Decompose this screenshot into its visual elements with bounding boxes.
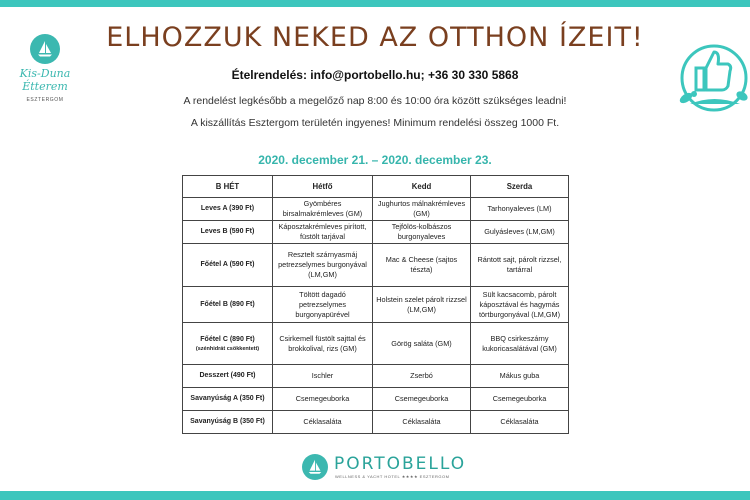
dish-cell-wed: Tarhonyaleves (LM) — [471, 198, 569, 221]
dish-cell-mon: Ischler — [273, 365, 373, 388]
row-label-cell — [183, 323, 273, 365]
row-label-cell — [183, 244, 273, 287]
row-label: Főétel A (590 Ft) — [200, 261, 255, 268]
dish-cell-wed: Sült kacsacomb, párolt káposztával és hagymás törtburgonyával (LM,GM) — [471, 287, 569, 323]
dish-cell-wed: BBQ csirkeszárny kukoricasalátával (GM) — [471, 323, 569, 365]
weekly-menu-table — [182, 175, 569, 434]
row-label-cell — [183, 411, 273, 434]
dish-cell-tue: Tejfölös-kolbászos burgonyaleves — [373, 221, 471, 244]
portobello-name: PORTOBELLO — [334, 454, 467, 474]
header-wednesday: Szerda — [471, 176, 569, 198]
row-label-cell — [183, 365, 273, 388]
table-row — [183, 198, 569, 221]
table-row — [183, 221, 569, 244]
table-row — [183, 411, 569, 434]
dish-cell-mon: Töltött dagadó petrezselymes burgonyapürével — [273, 287, 373, 323]
dish-cell-mon: Káposztakrémleves pirított, füstölt tarjával — [273, 221, 373, 244]
dish-cell-tue: Holstein szelet párolt rizzsel (LM,GM) — [373, 287, 471, 323]
dish-cell-tue: Csemegeuborka — [373, 388, 471, 411]
dish-cell-mon: Céklasaláta — [273, 411, 373, 434]
header-week: B HÉT — [183, 176, 273, 198]
header-monday: Hétfő — [273, 176, 373, 198]
dish-cell-wed: Rántott sajt, párolt rizzsel, tartárral — [471, 244, 569, 287]
row-label-cell — [183, 198, 273, 221]
contact-line: Ételrendelés: info@portobello.hu; +36 30 330 5868 — [231, 68, 519, 82]
kis-duna-logo — [14, 34, 76, 103]
table-row — [183, 244, 569, 287]
logo-line1: Kis-Duna — [19, 67, 71, 80]
date-range: 2020. december 21. – 2020. december 23. — [258, 153, 492, 167]
row-label: Leves B (590 Ft) — [200, 228, 255, 235]
dish-cell-wed: Gulyásleves (LM,GM) — [471, 221, 569, 244]
delivery-note: A kiszállítás Esztergom területén ingyenes! Minimum rendelési összeg 1000 Ft. — [190, 117, 560, 129]
logo-line2: Étterem — [22, 80, 68, 93]
bottom-accent-bar — [0, 491, 750, 500]
row-label-cell — [183, 221, 273, 244]
row-label-cell — [183, 388, 273, 411]
logo-sub: ESZTERGOM — [26, 97, 64, 103]
dish-cell-wed: Csemegeuborka — [471, 388, 569, 411]
row-label: Savanyúság A (350 Ft) — [190, 395, 265, 402]
order-deadline-note: A rendelést legkésőbb a megelőző nap 8:00 és 10:00 óra között szükséges leadni! — [183, 95, 567, 107]
row-label-cell — [183, 287, 273, 323]
dish-cell-mon: Resztelt szárnyasmáj petrezselymes burgonyával (LM,GM) — [273, 244, 373, 287]
dish-cell-tue: Céklasaláta — [373, 411, 471, 434]
sailboat-icon — [30, 34, 60, 64]
dish-cell-mon: Csirkemell füstölt sajttal és brokkolival, rizs (GM) — [273, 323, 373, 365]
row-label: Savanyúság B (350 Ft) — [190, 418, 265, 425]
header-tuesday: Kedd — [373, 176, 471, 198]
table-header-row — [183, 176, 569, 198]
dish-cell-tue: Görög saláta (GM) — [373, 323, 471, 365]
dish-cell-tue: Mac & Cheese (sajtos tészta) — [373, 244, 471, 287]
portobello-logo — [302, 452, 467, 484]
dish-cell-mon: Csemegeuborka — [273, 388, 373, 411]
row-label: Leves A (390 Ft) — [200, 205, 255, 212]
dish-cell-wed: Céklasaláta — [471, 411, 569, 434]
row-label: Főétel B (890 Ft) — [200, 300, 255, 308]
row-label: Desszert (490 Ft) — [199, 372, 256, 379]
table-row — [183, 388, 569, 411]
top-accent-bar — [0, 0, 750, 7]
thumbs-up-food-icon — [676, 38, 748, 118]
row-label: Főétel C (890 Ft) — [200, 335, 255, 343]
row-label-sub: (szénhidrát csökkentett) — [195, 345, 260, 352]
table-row — [183, 287, 569, 323]
dish-cell-wed: Mákus guba — [471, 365, 569, 388]
portobello-tagline: WELLNESS & YACHT HOTEL ★★★★ ESZTERGOM — [335, 474, 450, 479]
dish-cell-tue: Jughurtos málnakrémleves (GM) — [373, 198, 471, 221]
table-row — [183, 365, 569, 388]
table-row — [183, 323, 569, 365]
dish-cell-mon: Gyömbéres birsalmakrémleves (GM) — [273, 198, 373, 221]
page-title: ELHOZZUK NEKED AZ OTTHON ÍZEIT! — [106, 22, 644, 53]
sailboat-icon — [302, 454, 328, 480]
dish-cell-tue: Zserbó — [373, 365, 471, 388]
